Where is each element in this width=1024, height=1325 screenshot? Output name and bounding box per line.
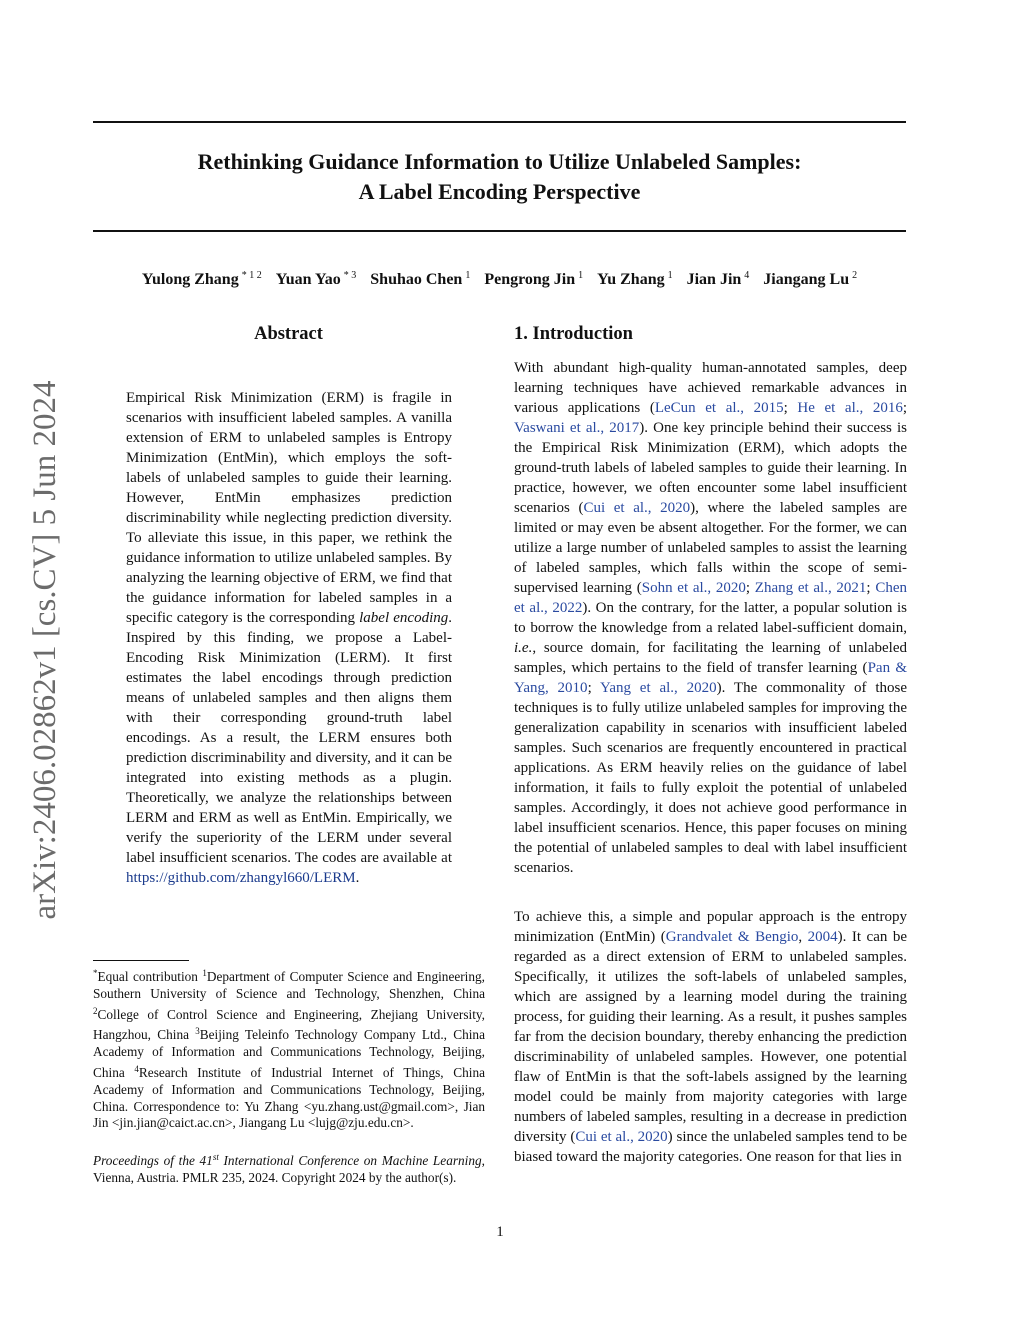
citation-link[interactable]: Cui et al., 2020 (575, 1129, 668, 1145)
citation-link[interactable]: Pan & Yang, 2010 (514, 660, 907, 696)
paper-title-line-1: Rethinking Guidance Information to Utilize Unlabeled Samples: (197, 149, 802, 174)
paper-title-line-2: A Label Encoding Perspective (358, 179, 641, 204)
author: Jian Jin $^4$ (686, 270, 750, 288)
introduction-paragraph: To achieve this, a simple and popular approach is the entropy minimization (EntMin) (Grandvalet & Bengio, 2004). It can be regarded as a direct extension of ERM to unlabeled samples. Specifically, it utilizes the soft-labels of unlabeled samples, which are assigned by a learning model during the training process, for guiding their learning. As a result, it pushes samples far from the decision boundary, thereby enhancing the prediction discriminability of unlabeled samples. However, one potential flaw of EntMin is that the soft-labels assigned by the learning model could be mainly from majority categories with large numbers of labeled samples, resulting in a decrease in prediction diversity (Cui et al., 2020) since the unlabeled samples tend to be biased toward the majority categories. One reason for that lies in (514, 909, 908, 1165)
citation-link[interactable]: Zhang et al., 2021 (754, 580, 867, 596)
author: Pengrong Jin $^1$ (484, 270, 584, 288)
citation-link[interactable]: LeCun et al., 2015 (654, 400, 784, 416)
citation-link[interactable]: Sohn et al., 2020 (641, 580, 746, 596)
citation-link[interactable]: 2004 (807, 929, 838, 945)
arxiv-identifier: arXiv:2406.02862v1 [cs.CV] 5 Jun 2024 (27, 380, 63, 920)
affiliations-footnote: *Equal contribution $^1$Department of Computer Science and Engineering, Southern University of Science and Technology, Shenzhen, China $^2$College of Control Science and Engineering, Zhejiang University, Hangzhou, China $^3$Beijing Teleinfo Technology Company Ltd., China Academy of Information and Communications Technology, Beijing, China $^4$Research Institute of Industrial Internet of Things, China Academy of Information and Communications Technology, Beijing, China. Correspondence to: Yu Zhang <yu.zhang.ust@gmail.com>, Jian Jin <jin.jian@caict.ac.cn>, Jiangang Lu <lujg@zju.edu.cn>. (93, 968, 485, 1131)
citation-link[interactable]: He et al., 2016 (797, 400, 903, 416)
footnote-divider (93, 960, 189, 961)
citation-link[interactable]: Grandvalet & Bengio (665, 929, 799, 945)
abstract-heading: Abstract (254, 324, 323, 344)
author: Yu Zhang $^1$ (597, 270, 673, 288)
citation-link[interactable]: Yang et al., 2020 (600, 680, 717, 696)
author-list (93, 264, 906, 292)
title-bottom-rule (93, 230, 906, 232)
author: Jiangang Lu $^2$ (763, 270, 858, 288)
page-number: 1 (496, 1224, 504, 1240)
abstract-text: Empirical Risk Minimization (ERM) is fragile in scenarios with insufficient labeled samples. A vanilla extension of ERM to unlabeled samples is Entropy Minimization (EntMin), which employs the soft-labels of unlabeled samples to guide their learning. However, EntMin emphasizes prediction discriminability while neglecting prediction diversity. To alleviate this issue, in this paper, we rethink the guidance information to utilize unlabeled samples. By analyzing the learning objective of ERM, we find that the guidance information for labeled samples in a specific category is the corresponding label encoding. Inspired by this finding, we propose a Label-Encoding Risk Minimization (LERM). It first estimates the label encodings through prediction means of unlabeled samples and then aligns them with their corresponding ground-truth label encodings. As a result, the LERM ensures both prediction discriminability and diversity, and it can be integrated into existing methods as a plugin. Theoretically, we analyze the relationships between LERM and ERM as well as EntMin. Empirically, we verify the superiority of the LERM under several label insufficient scenarios. The codes are available at https://github.com/zhangyl660/LERM. (126, 390, 452, 886)
proceedings-note: Proceedings of the 41st International Conference on Machine Learning, Vienna, Austria. PMLR 235, 2024. Copyright 2024 by the author(s). (93, 1152, 485, 1185)
citation-link[interactable]: Cui et al., 2020 (583, 500, 691, 516)
code-repository-link[interactable]: https://github.com/zhangyl660/LERM (126, 870, 356, 886)
author: Yulong Zhang $^{* 1 2}$ (141, 270, 262, 288)
introduction-paragraph: With abundant high-quality human-annotated samples, deep learning techniques have achieved remarkable advances in various applications (LeCun et al., 2015; He et al., 2016; Vaswani et al., 2017). One key principle behind their success is the Empirical Risk Minimization (ERM), which adopts the ground-truth labels of labeled samples to guide their learning. In practice, however, we often encounter some label insufficient scenarios (Cui et al., 2020), where the labeled samples are limited or may even be absent altogether. For the former, we can utilize a large number of unlabeled samples to assist the learning of labeled samples, which falls within the scope of semi-supervised learning (Sohn et al., 2020; Zhang et al., 2021; Chen et al., 2022). On the contrary, for the latter, a popular solution is to borrow the knowledge from a related label-sufficient domain, i.e., source domain, for facilitating the learning of unlabeled samples, which pertains to the field of transfer learning (Pan & Yang, 2010; Yang et al., 2020). The commonality of those techniques is to fully utilize unlabeled samples for improving the generalization capability in scenarios with insufficient labeled samples. Such scenarios are frequently encountered in practical applications. As ERM heavily relies on the guidance of label information, it fails to fully exploit the potential of unlabeled samples. Accordingly, it does not achieve good performance in label insufficient scenarios. Hence, this paper focuses on mining the potential of unlabeled samples to deal with label insufficient scenarios. (514, 360, 908, 876)
citation-link[interactable]: Chen et al., 2022 (514, 580, 907, 616)
introduction-heading: 1. Introduction (514, 324, 633, 344)
title-top-rule (93, 121, 906, 123)
citation-link[interactable]: Vaswani et al., 2017 (514, 420, 640, 436)
author: Shuhao Chen $^1$ (370, 270, 471, 288)
author: Yuan Yao $^{* 3}$ (275, 270, 357, 288)
